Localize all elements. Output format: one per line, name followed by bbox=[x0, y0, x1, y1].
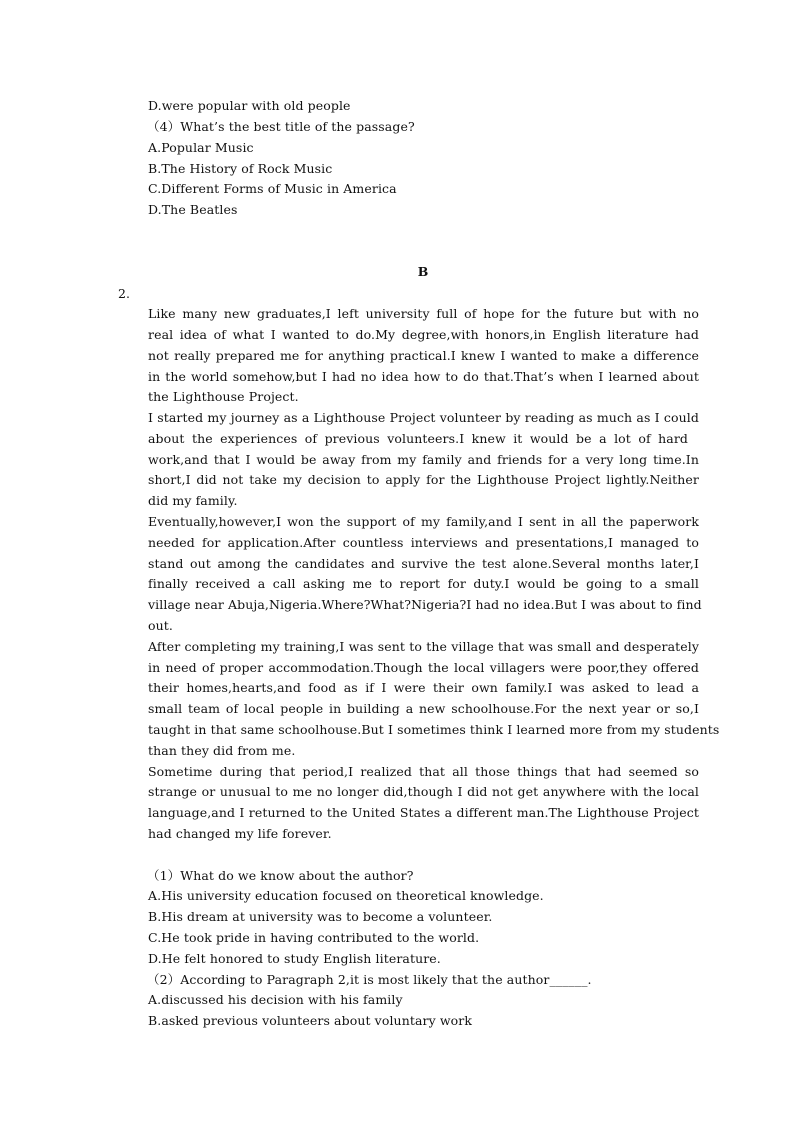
prev-option-d: D.were popular with old people bbox=[148, 98, 351, 113]
passage-line: about the experiences of previous volunteers.I knew it would be a lot of hard bbox=[148, 431, 688, 446]
question-2-option-a: A.discussed his decision with his family bbox=[148, 992, 403, 1007]
question-2-option-b: B.asked previous volunteers about voluntary work bbox=[148, 1013, 473, 1028]
passage-line: in need of proper accommodation.Though the local villagers were poor,they offered bbox=[148, 660, 699, 675]
passage-line: finally received a call asking me to report for duty.I would be going to a small bbox=[148, 576, 699, 591]
passage-line: After completing my training,I was sent to the village that was small and desperately bbox=[148, 639, 699, 654]
question-1-stem: （1）What do we know about the author? bbox=[147, 868, 414, 883]
question-4-option-c: C.Different Forms of Music in America bbox=[148, 181, 397, 196]
question-number: 2. bbox=[118, 286, 130, 301]
question-4-option-d: D.The Beatles bbox=[148, 202, 238, 217]
question-1-option-d: D.He felt honored to study English literature. bbox=[148, 951, 441, 966]
question-4-option-b: B.The History of Rock Music bbox=[148, 161, 333, 176]
passage-line: small team of local people in building a new schoolhouse.For the next year or so,I bbox=[148, 701, 699, 716]
passage-line: Eventually,however,I won the support of my family,and I sent in all the paperwork bbox=[148, 514, 699, 529]
question-1-option-b: B.His dream at university was to become a volunteer. bbox=[148, 909, 493, 924]
passage-line: Sometime during that period,I realized that all those things that had seemed so bbox=[148, 764, 699, 779]
passage-line: not really prepared me for anything practical.I knew I wanted to make a difference bbox=[148, 348, 699, 363]
passage-line: out. bbox=[148, 618, 173, 633]
passage-line: did my family. bbox=[148, 493, 238, 508]
passage-line: taught in that same schoolhouse.But I sometimes think I learned more from my students bbox=[148, 722, 720, 737]
question-1-option-c: C.He took pride in having contributed to the world. bbox=[148, 930, 480, 945]
passage-line: stand out among the candidates and survive the test alone.Several months later,I bbox=[148, 556, 699, 571]
passage-line: language,and I returned to the United States a different man.The Lighthouse Project bbox=[148, 805, 699, 820]
passage-line: short,I did not take my decision to apply for the Lighthouse Project lightly.Neither bbox=[148, 472, 699, 487]
question-4-stem: （4）What’s the best title of the passage? bbox=[147, 119, 415, 134]
passage-line: I started my journey as a Lighthouse Project volunteer by reading as much as I could bbox=[148, 410, 699, 425]
section-title: B bbox=[417, 264, 429, 279]
passage-line: their homes,hearts,and food as if I were their own family.I was asked to lead a bbox=[148, 680, 699, 695]
passage-line: had changed my life forever. bbox=[148, 826, 332, 841]
passage-line: real idea of what I wanted to do.My degree,with honors,in English literature had bbox=[148, 327, 699, 342]
passage-line: in the world somehow,but I had no idea how to do that.That’s when I learned about bbox=[148, 369, 699, 384]
passage-line: the Lighthouse Project. bbox=[148, 389, 299, 404]
question-2-stem: （2）According to Paragraph 2,it is most likely that the author______. bbox=[147, 972, 592, 987]
passage-line: strange or unusual to me no longer did,though I did not get anywhere with the local bbox=[148, 784, 699, 799]
passage-line: work,and that I would be away from my family and friends for a very long time.In bbox=[148, 452, 699, 467]
passage-line: village near Abuja,Nigeria.Where?What?Nigeria?I had no idea.But I was about to find bbox=[148, 597, 702, 612]
passage-line: than they did from me. bbox=[148, 743, 296, 758]
passage-line: needed for application.After countless interviews and presentations,I managed to bbox=[148, 535, 699, 550]
question-1-option-a: A.His university education focused on theoretical knowledge. bbox=[148, 888, 544, 903]
question-4-option-a: A.Popular Music bbox=[148, 140, 254, 155]
passage-line: Like many new graduates,I left university full of hope for the future but with no bbox=[148, 306, 699, 321]
